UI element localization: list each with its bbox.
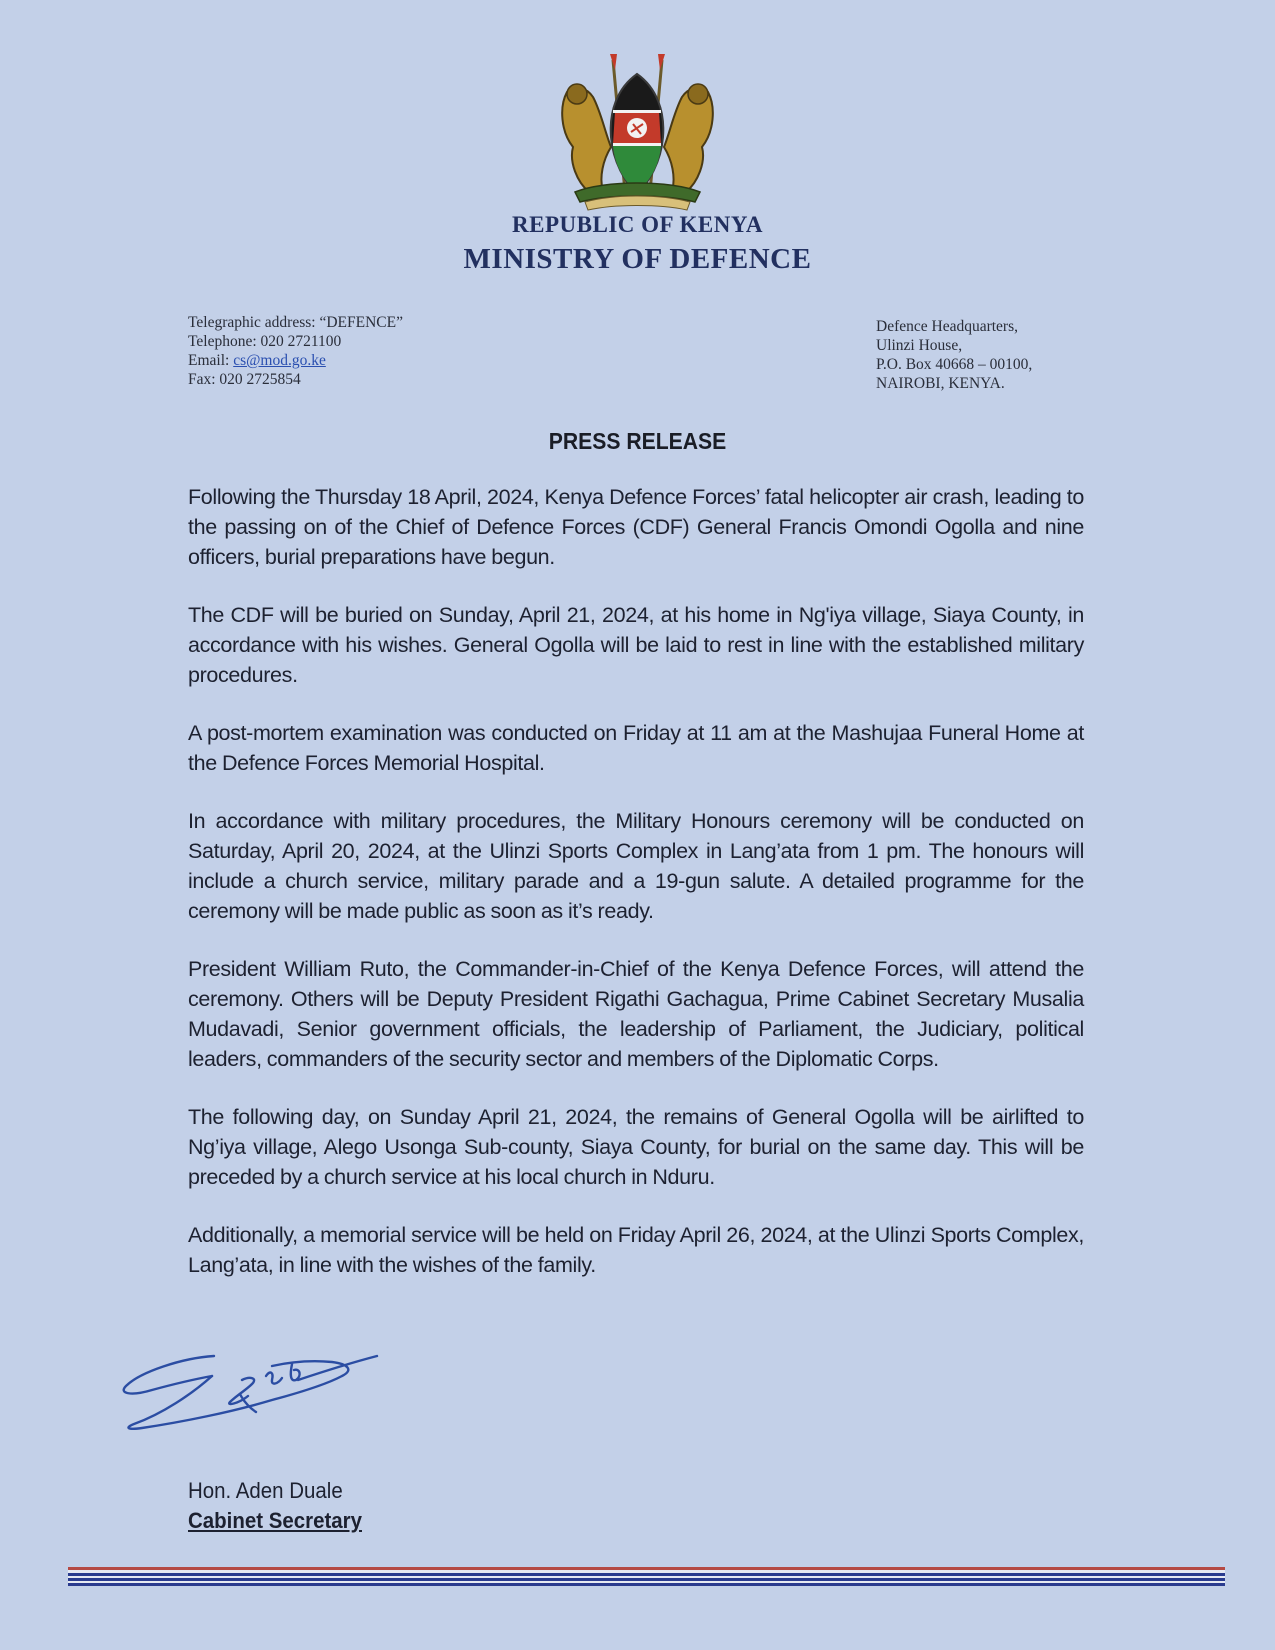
kenya-coat-of-arms-icon: [555, 52, 720, 212]
address-line-1: Defence Headquarters,: [876, 318, 1018, 335]
paragraph-4: In accordance with military procedures, the Military Honours ceremony will be conducted on Saturday, April 20, 2024, at the Ulinzi Sports Complex in Lang’ata from 1 pm. The honours will include a church service, military parade and a 19-gun salute. A detailed programme for the ceremony will be made public as soon as it’s ready.: [188, 809, 1084, 923]
fax: Fax: 020 2725854: [188, 371, 301, 388]
telephone: Telephone: 020 2721100: [188, 333, 342, 350]
handwritten-signature-icon: [122, 1350, 382, 1450]
footer-rule: [68, 1567, 1225, 1586]
contact-details-left: [188, 313, 403, 389]
email-label: Email:: [188, 352, 234, 369]
paragraph-2: The CDF will be buried on Sunday, April 21, 2024, at his home in Ng'iya village, Siaya County, in accordance with his wishes. General Ogolla will be laid to rest in line with the established military procedures.: [188, 603, 1084, 687]
telegraphic-address: Telegraphic address: “DEFENCE”: [188, 314, 403, 331]
footer-rule-blue: [68, 1583, 1225, 1586]
paragraph-7: Additionally, a memorial service will be held on Friday April 26, 2024, at the Ulinzi Sports Complex, Lang’ata, in line with the wishes of the family.: [188, 1223, 1084, 1277]
email-link[interactable]: cs@mod.go.ke: [233, 352, 326, 369]
press-release-body: [188, 482, 1084, 1308]
contact-details-right: [876, 317, 1032, 393]
paragraph-3: A post-mortem examination was conducted on Friday at 11 am at the Mashujaa Funeral Home at the Defence Forces Memorial Hospital.: [188, 721, 1084, 775]
paragraph-6: The following day, on Sunday April 21, 2024, the remains of General Ogolla will be airlifted to Ng’iya village, Alego Usonga Sub-county, Siaya County, for burial on the same day. This will be preceded by a church service at his local church in Nduru.: [188, 1105, 1084, 1189]
signatory-name: Hon. Aden Duale: [188, 1478, 343, 1503]
address-line-4: NAIROBI, KENYA.: [876, 375, 1005, 392]
email-line: [188, 351, 403, 370]
address-line-2: Ulinzi House,: [876, 337, 963, 354]
signatory-title: Cabinet Secretary: [188, 1508, 362, 1533]
address-line-3: P.O. Box 40668 – 00100,: [876, 356, 1033, 373]
signatory-block: [188, 1476, 375, 1536]
press-release-title: PRESS RELEASE: [548, 428, 727, 454]
republic-heading: REPUBLIC OF KENYA: [512, 212, 763, 237]
ministry-heading: MINISTRY OF DEFENCE: [463, 243, 812, 275]
paragraph-1: Following the Thursday 18 April, 2024, Kenya Defence Forces’ fatal helicopter air crash, leading to the passing on of the Chief of Defence Forces (CDF) General Francis Omondi Ogolla and nine officers, burial preparations have begun.: [188, 485, 1084, 569]
paragraph-5: President William Ruto, the Commander-in-Chief of the Kenya Defence Forces, will attend the ceremony. Others will be Deputy President Rigathi Gachagua, Prime Cabinet Secretary Musalia Mudavadi, Senior government officials, the leadership of Parliament, the Judiciary, political leaders, commanders of the security sector and members of the Diplomatic Corps.: [188, 957, 1084, 1071]
